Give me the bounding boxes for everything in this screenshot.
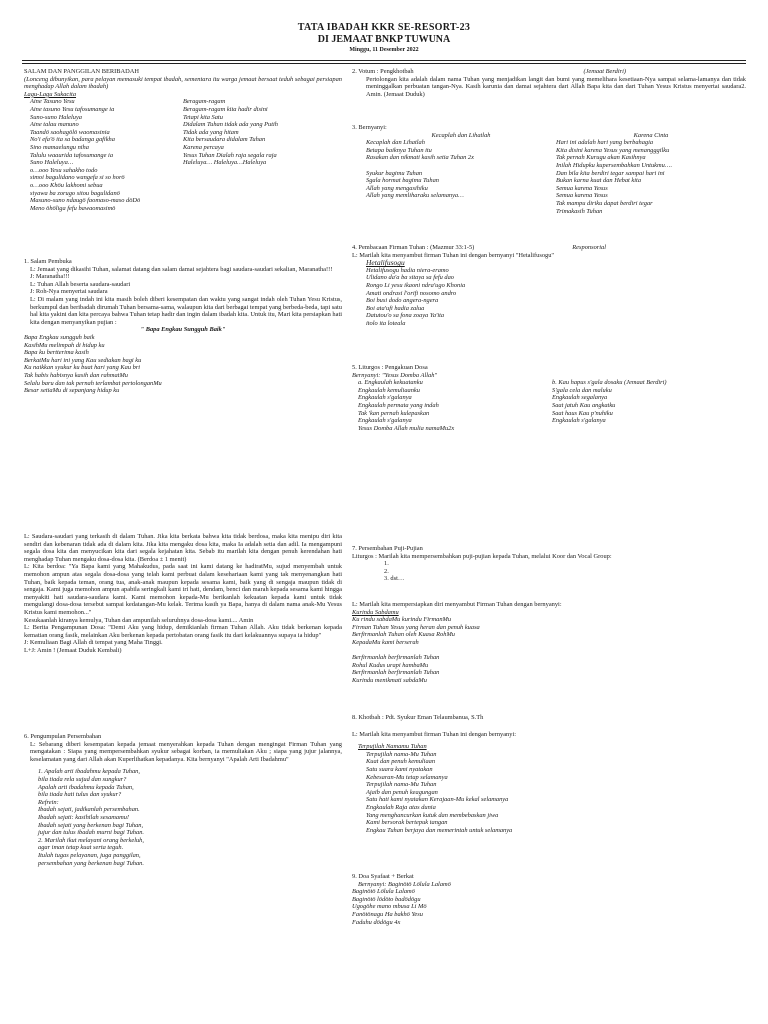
lyric-line: Sino mamaelungu niha: [30, 143, 89, 151]
lyric-line: S'gala cela dan maluku: [552, 386, 612, 394]
song-title: Kecaplah dan Lihatlah: [431, 131, 491, 139]
lyric-line: Terpujilah nama-Mu Tuhan: [366, 750, 437, 758]
lyric-line: Ibadah sejati: kasihilah sesamamu!: [38, 813, 130, 821]
lyric-line: Kita disini karena Yesus yang menangggilku: [556, 146, 670, 154]
lyric-line: itolo ita loteala: [366, 319, 406, 327]
lyric-line: Tak 'kan pernah kulepaskan: [358, 409, 430, 417]
song-lyrics: [352, 751, 746, 835]
song-title: Terpujilah Namamu Tuhan: [358, 743, 427, 751]
lyric-line: persembahan yang berkenan bagi Tuhan.: [38, 859, 144, 867]
song-lyrics: [366, 139, 556, 200]
lyric-line: Tak habis habisnya kasih dan rahmatMu: [24, 371, 128, 379]
section-heading: 5. Liturgos : Pengakuan Dosa: [352, 364, 428, 371]
lyric-line: Yang menghancurkan kutuk dan membebaskan jiwa: [366, 811, 499, 819]
lyric-line: Rasakan dan nikmati kasih setia Tuhan 2x: [366, 154, 474, 162]
lyric-line: Kita bersaudara didalam Tuhan: [183, 136, 266, 144]
section-heading: 2. Votum : Pengkhotbah: [352, 68, 414, 75]
lyric-line: Bapa Engkau sungguh baik: [24, 333, 95, 341]
song-lyrics: [352, 379, 552, 432]
lyric-line: Kebesaran-Mu tetap selamanya: [366, 773, 448, 781]
lyric-line: simoi bagulidano wangefa si so horö: [30, 174, 125, 182]
song-lyrics: [556, 139, 746, 215]
lyric-line: Allah yang mengasihiku: [366, 184, 428, 192]
lyric-line: Suno-suno Haleluya: [30, 113, 83, 121]
song-lyrics: [352, 888, 746, 926]
lyric-line: Meno öhöliga fefu bawaomasimö: [30, 204, 116, 212]
section-instruction: (Lonceng dibunyikan, para pelayan memasuki tempat ibadah, sementara itu warga jemaat bersaat teduh sebagai persiapan menghadap Allah dalam ibadah): [24, 75, 342, 91]
song-lyrics: [552, 379, 746, 432]
lyric-line: [366, 162, 556, 170]
lyric-line: jujur dan tulus ibadah murni bagi Tuhan.: [38, 829, 144, 837]
song-lyrics: [183, 106, 342, 167]
lyric-line: agar iman tetap kuat serta teguh.: [38, 844, 124, 852]
section-khotbah: [352, 714, 746, 834]
lyric-line: Masuno-suno ndaugö faomaso-maso döDö: [30, 197, 141, 205]
lyric-line: Hetalifusogu hadia niera-eramo: [366, 266, 449, 274]
section-persembahan: [24, 733, 342, 867]
lyric-line: Talulu waaurida tafosumange ia: [30, 151, 114, 159]
lyric-line: Suno Haleluya…: [30, 159, 74, 167]
lyric-line: Ugogöhe mano mbusa Li Mö: [352, 903, 427, 911]
lyric-line: Semua karena Yesus: [556, 192, 608, 200]
lyric-line: Refrein:: [38, 798, 59, 806]
list-item: 1.: [384, 560, 389, 568]
section-aside: Responsorial: [572, 244, 606, 251]
liturgy-line: J: Kemuliaan Bagi Allah di tempat yang Maha Tinggi.: [24, 639, 163, 647]
liturgy-line: Kesukaanlah kiranya kemulya, Tuhan dan ampunilah seluruhnya dosa-dosa kami.... Amin: [24, 616, 254, 624]
lyric-line: Satu hati kami nyatakan Kerajaan-Mu kekal selamanya: [366, 796, 509, 804]
lyric-line: Tak pernah Kurugu akan Kasihnya: [556, 154, 646, 162]
lyric-line: Berfirmanlah berfirmanlah Tuhan: [352, 669, 440, 677]
lyric-line: Engkaulah s'galanya: [358, 417, 412, 425]
lyric-line: Firman Tuhan Yesus yang heran dan penuh kuasa: [352, 623, 480, 631]
lyric-line: Fanötönagu Ha bakhö Yesu: [352, 910, 423, 918]
lyric-line: bila tiada hati tulus dan syukur?: [38, 791, 122, 799]
lyric-line: Baginötö lödöto badödögu: [352, 895, 421, 903]
lyric-line: Didalam Tuhan tidak ada yang Putih: [183, 121, 278, 129]
song-lyrics: [24, 334, 342, 395]
lyric-line: Aine talau manuno: [30, 121, 79, 129]
lyric-line: Ajaib dan penuh keagungan: [366, 788, 438, 796]
lyric-line: Hari ini adalah hari yang berbahagia: [556, 139, 654, 147]
lyric-line: bila tiada rela sujud dan sungkur?: [38, 775, 127, 783]
lyric-line: Trimakasih Tuhan: [556, 207, 603, 215]
lyric-line: Saat haus Kau p'nuhiku: [552, 409, 613, 417]
section-heading: 4. Pembacaan Firman Tuhan : (Mazmur 33:1-5): [352, 244, 475, 251]
lyric-line: Engkaulah Raja atas dunia: [366, 803, 436, 811]
lyric-line: Betapa baiknya Tuhan itu: [366, 146, 432, 154]
lyric-line: Tidak ada yang hitam: [183, 128, 239, 136]
lyric-line: Taandö saohagölö waomasinia: [30, 128, 110, 136]
liturgy-text: [24, 741, 342, 764]
lyric-line: Engkaulah s'galanya: [552, 417, 606, 425]
lyric-line: Dan bila kita berdiri tegar sampai hari ini: [556, 169, 665, 177]
document-date: Minggu, 11 Desember 2022: [349, 47, 419, 53]
lyric-line: Engkaulah s'galanya: [358, 394, 412, 402]
section-salam-pembuka: [24, 258, 342, 395]
section-pengakuan: [24, 533, 342, 655]
lyric-line: Saat jatuh Kau angkatku: [552, 401, 616, 409]
section-salam: [24, 68, 342, 212]
item-list: [352, 560, 746, 583]
lyric-line: Apalah arti ibadahmu kepada Tuhan,: [38, 783, 134, 791]
liturgy-line: L: Di malam yang indah ini kita masih boleh diberi kesempatan dan waktu yang sangat indah oleh Tuhan Yesu Kristus, berkumpul dan beribadah dirumah Tuhan bersama-sama, walaupun kita dari berbagai tempat yang berbeda-beda, tapi satu hal kita yakini dan kita percaya bahwa Tuhan tetap hadir dan ingin dalam ibadah kita. Untuk itu, Mari kita persiapkan hati kita dengan menyanyikan pujian :: [30, 295, 342, 326]
liturgy-text: Pertolongan kita adalah dalam nama Tuhan yang menjadikan langit dan bumi yang memelihara kesetiaan-Nya sampai selama-lamanya dan tidak meninggalkan perbuatan tangan-Nya. Kasih karunia dan damai sejahtera dari Allah Bapa kita dan dari Tuhan Yesus Kristus menyertai saudara2. Amin. (Jemaat Duduk): [366, 75, 746, 98]
liturgy-line: L: Tuhan Allah beserta saudara-saudari: [30, 280, 131, 288]
lyric-line: Engkaulah permata yang indah: [358, 401, 439, 409]
section-heading: 7. Persembahan Puji-Pujian: [352, 545, 423, 552]
section-heading: 8. Khotbah : Pdt. Syukur Eman Telaumbanua, S.Th: [352, 714, 484, 721]
lyric-line: Engkau Tuhan berjaya dan memerintah untuk selamanya: [366, 826, 513, 834]
lyric-line: Ibadah sejati yang berkenan bagi Tuhan,: [38, 821, 144, 829]
lyric-line: a. Engkaulah kekuatanku: [358, 379, 423, 387]
song-lyrics: [24, 106, 183, 212]
lyric-line: Boi busi dodo angera-ngera: [366, 297, 439, 305]
liturgy-line: L: Jemaat yang dikasihi Tuhan, salamat datang dan salam damai sejahtera bagi saudara-saudari sekalian, Maranatha!!!: [30, 265, 333, 273]
document-title: TATA IBADAH KKR SE-RESORT-23: [297, 22, 471, 33]
lyric-line: Kami bersorak bertepuk tangan: [366, 819, 448, 827]
lyric-line: BerkatMu hari ini yang Kau sediakan bagi ku: [24, 356, 142, 364]
lyric-line: Yesus Domba Allah mulia namaMu2x: [358, 424, 455, 432]
lyric-line: o…ooo Khöu lakhomi sebua: [30, 181, 103, 189]
document-subtitle: DI JEMAAT BNKP TUWUNA: [317, 34, 451, 45]
section-heading: 1. Salam Pembuka: [24, 258, 72, 265]
list-item: 3. dst…: [384, 575, 405, 583]
liturgy-text: L: Marilah kita mempersiapkan diri menyambut Firman Tuhan dengan bernyanyi:: [352, 601, 562, 608]
lyric-line: Rongo Li yesu ikaoni ndra'ugo Khonia: [366, 281, 466, 289]
song-title: Aine Tasuno Yesu: [30, 98, 75, 106]
lyric-line: Tetapi kita Satu: [183, 113, 223, 121]
liturgy-line: L: Sebarang diberi kesempatan kepada jemaat menyerahkan kepada Tuhan dengan mengingat Firman Tuhan yang mengatakan : Siapa yang mempersembahkan syukur sebagai korban, ia memuliakan Aku ; siapa yang jujur jalannya, keselamatan yang dari Allah akan Kuperlihatkan kepadanya. Kita bernyanyi "Apalah Arti Ibadahmu": [30, 740, 342, 763]
lyric-line: Baginötö Lölula Lalamö: [352, 888, 415, 896]
lyric-line: Berfirmanlah berfirmanlah Tuhan: [352, 654, 440, 662]
lyric-line: siyawa ba zorugo sitou bagulidanö: [30, 189, 120, 197]
lyric-line: Sgala hormat bagimu Tuhan: [366, 177, 439, 185]
liturgy-text: L: Marilah kita menyambut firman Tuhan ini dengan bernyanyi:: [352, 730, 516, 738]
lyric-line: Terpujilah nama-Mu Tuhan: [366, 781, 437, 789]
liturgy-line: L: Berita Pengampunan Dosa: "Demi Aku yang hidup, demikianlah firman Tuhan Allah. Aku tidak berkenan kepada kematian orang fasik, melainkan Aku berkenan kepada pertobatan orang fasik itu dari kelakuannya supaya ia hidup": [24, 624, 342, 639]
section-pembacaan: [352, 244, 746, 328]
section-sambut-firman: [352, 601, 746, 685]
document-header: [0, 22, 768, 54]
section-aside: (Jemaat Berdiri): [583, 68, 626, 75]
song-subheading: Bernyanyi: Baginötö Lölula Lalamö: [358, 880, 451, 888]
lyric-line: Bapa ku bertterima kasih: [24, 349, 89, 357]
lyric-line: Inilah Hidupku kupersembahkan Untukmu….: [556, 161, 673, 169]
lyric-line: Syukur bagimu Tuhan: [366, 169, 423, 177]
songs-label: Lagu-Lagu Sukacita: [24, 90, 77, 98]
liturgy-line: J: Roh-Nya menyertai saudara: [30, 288, 108, 296]
section-title: SALAM DAN PANGGILAN BERIBADAH: [24, 68, 139, 75]
song-title: Hetalifusogu: [366, 258, 405, 268]
liturgy-line: J: Maranatha!!!: [30, 273, 70, 281]
song-subheading: Bernyanyi: "Yesus Domba Allah": [352, 371, 438, 379]
lyric-line: Yesus Tuhan Dialah raja segala raja: [183, 151, 277, 159]
section-doa-syafaat: [352, 873, 746, 926]
lyric-line: Kecaplah dan Lihatlah: [366, 139, 425, 147]
liturgy-line: L+J: Amin ! (Jemaat Duduk Kembali): [24, 646, 122, 654]
lyric-line: No'i efa'ö ita sa badanga gafikha: [30, 136, 115, 144]
lyric-line: Kurindu menikmati sabdaMu: [352, 676, 427, 684]
liturgy-text: [24, 266, 342, 327]
lyric-line: Karena percaya: [183, 143, 224, 151]
lyric-line: b. Kau hapus s'gala dosaku (Jemaat Berdiri): [552, 379, 667, 387]
list-item: 2.: [384, 567, 389, 575]
lyric-line: Besar setiaMu di sepanjang hidup ku: [24, 387, 120, 395]
lyric-line: Semua karena Yesus: [556, 184, 608, 192]
lyric-line: Ku naikkan syukur ku buat hari yang Kau bri: [24, 364, 141, 372]
lyric-line: Satu suara kami nyatakan: [366, 765, 433, 773]
lyric-line: Engkaulah kemuliaanku: [358, 386, 420, 394]
song-title: " Bapa Engkau Sungguh Baik": [140, 326, 226, 334]
song-lyrics: [352, 616, 746, 684]
lyric-line: Allah yang memliharaku selamanya…: [366, 192, 464, 200]
lyric-line: KasihMu melimpah di hidup ku: [24, 341, 105, 349]
section-bernyanyi: [352, 124, 746, 215]
liturgy-text: Liturgos : Marilah kita mempersembahkan puji-pujian kepada Tuhan, melalui Koor dan Vocal Group:: [352, 552, 612, 560]
lyric-line: Engkaulah segalanya: [552, 394, 608, 402]
song-lyrics: [24, 768, 342, 867]
lyric-line: Tak mampu diriku dapat berdiri tegar: [556, 199, 653, 207]
lyric-line: Bukan karna kuat dan Hebat kita: [556, 177, 642, 185]
lyric-line: Ku rindu sabdaMu kurindu FirmanMu: [352, 616, 452, 624]
header-divider-bottom: [22, 63, 746, 64]
liturgy-text: L: Marilah kita menyambut firman Tuhan ini dengan bernyanyi "Hetalifusogu": [352, 251, 555, 259]
lyric-line: Selalu baru dan tak pernah terlambat pertolonganMu: [24, 379, 162, 387]
song-title: Karena Cinta: [633, 131, 669, 139]
lyric-line: Ibadah sejati, jadikanlah persembahan.: [38, 806, 140, 814]
liturgy-text: [24, 533, 342, 655]
lyric-line: Aine tasuno Yesu tafosumange ia: [30, 105, 115, 113]
section-heading: 3. Bernyanyi:: [352, 124, 387, 131]
lyric-line: Datutou'o sa fona zoaya Ya'ita: [366, 312, 445, 320]
section-puji-pujian: [352, 545, 746, 583]
lyric-line: o…ooo Yesu sahakho todo: [30, 166, 98, 174]
lyric-line: Ulidano da'a ba sitaya sa fefu dao: [366, 274, 454, 282]
lyric-line: Kuat dan penuh kemuliaan: [366, 758, 436, 766]
lyric-line: KepadaMu kami berserah: [352, 638, 419, 646]
section-liturgos: [352, 364, 746, 432]
liturgy-line: L: Saudara-saudari yang terkasih di dalam Tuhan. Jika kita berkata bahwa kita tidak berdosa, maka kita menipu diri kita sendiri dan kebenaran tidak ada di dalam kita. Jika kita mengaku dosa kita, maka Ia adalah setia dan adil. Ia mengampuni segala dosa kita dan menyucikan kita dari segala kejahatan kita. Sebab itu marilah kita dengan penuh kerendahan hati menghadap Tuhan mengaku dosa-dosa kita. (Berdoa ± 1 menit): [24, 533, 342, 563]
lyric-line: 2. Marilah ikut melayani orang berkeluh,: [38, 836, 144, 844]
lyric-line: Rohul Kudus urapi hambaMu: [352, 661, 429, 669]
liturgy-line: L: Kita berdoa: "Ya Bapa kami yang Mahakudus, pada saat ini kami datang ke hadiratMu, sujud menyembah untuk memohon ampun atas segala dosa-dosa yang telah kami perbuat dalam kesehariaan kami yang tak menyenangkan hati Tuhan, baik kepada teman, orang tua, anak-anak maupun kepada sesama kami, baik yang di sengaja maupun tidak di sengaja. Kami juga memohon ampun apabila seringkali kami iri hati, dendam, benci dan marah kepada sesama kami hingga menyakiti hati saudara-saudara kami. Kami memohon kepada-Mu berikanlah kekuatan kepada kami untuk tidak mengulangi dosa-dosa tersebut sampai kedatangan-Mu kelak. Terima kasih ya Bapa, hanya di dalam nama anak-Mu Yesus Kristus kami memohon...": [24, 563, 342, 616]
lyric-line: Berfirmanlah Tuhan oleh Kuasa RohMu: [352, 631, 455, 639]
song-lyrics: [352, 267, 746, 328]
lyric-line: Beragam-ragam kita hadir disini: [183, 105, 268, 113]
section-heading: 9. Doa Syafaat + Berkat: [352, 873, 414, 880]
lyric-line: [352, 647, 746, 655]
section-heading: 6. Pengumpulan Persembahan: [24, 733, 102, 740]
lyric-line: Faduhu dödögu 4x: [352, 918, 401, 926]
lyric-line: Amati ondrasi l'orifi nosomo andro: [366, 289, 457, 297]
song-title: Beragam-ragam: [183, 98, 226, 106]
lyric-line: Boi ata'ufi hadia zalua: [366, 304, 425, 312]
lyric-line: Itulah tugas pelayanan, juga panggilan,: [38, 851, 141, 859]
lyric-line: 1. Apalah arti ibadahmu kepada Tuhan,: [38, 768, 140, 776]
song-title: Kurindu Sabdamu: [352, 608, 399, 616]
lyric-line: Haleluya… Haleluya…Haleluya: [183, 159, 267, 167]
header-divider-top: [22, 60, 746, 61]
section-votum: [352, 68, 746, 98]
